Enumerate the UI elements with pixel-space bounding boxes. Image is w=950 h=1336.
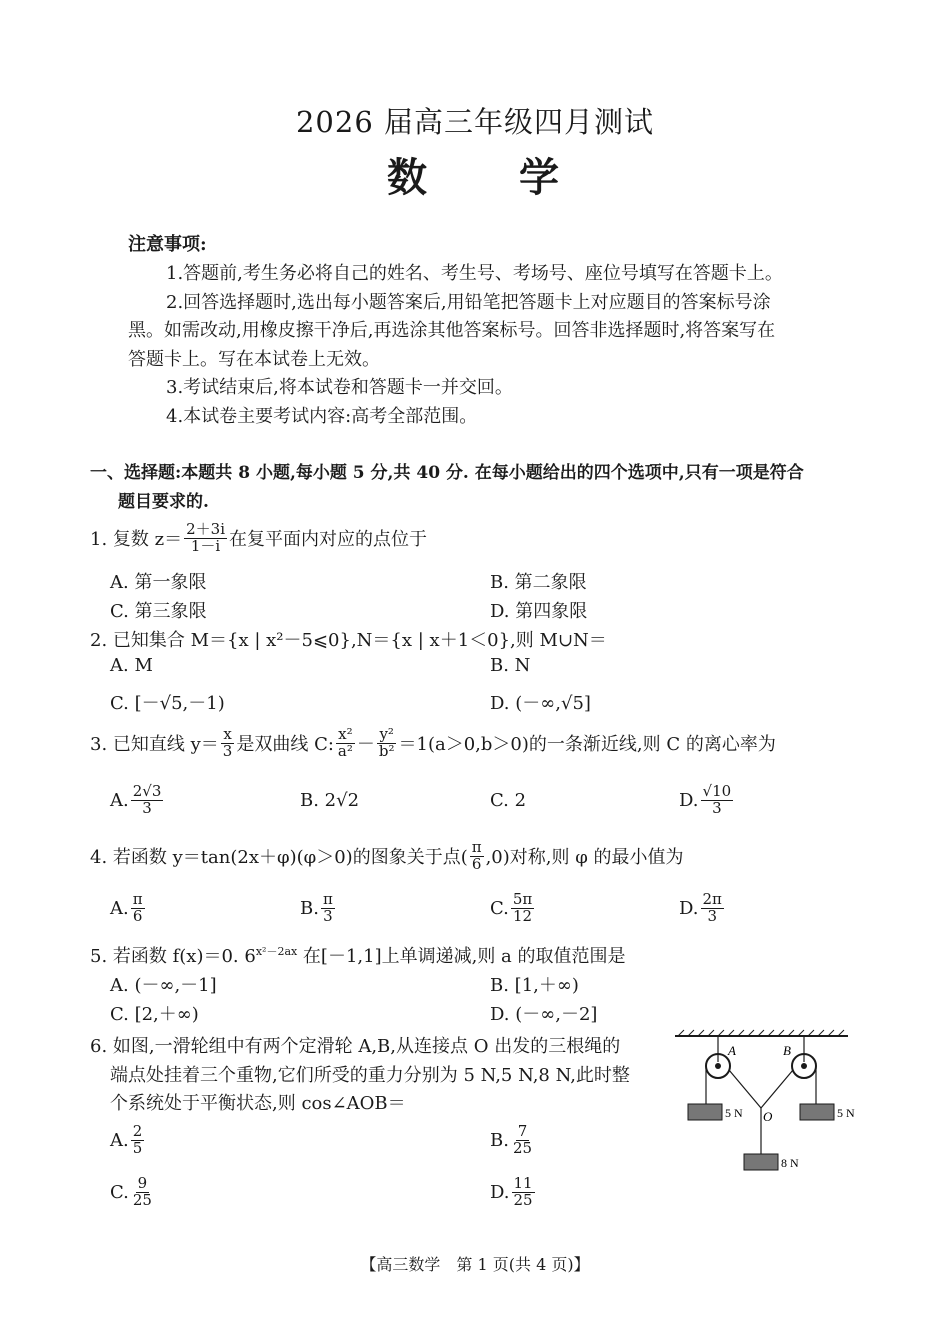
q6-d-num: 11 (513, 1173, 533, 1192)
label-b: B (783, 1043, 791, 1058)
q1-option-b: B. 第二象限 (490, 572, 587, 593)
q4-c-fraction (511, 889, 534, 925)
pulley-a-axle (715, 1063, 721, 1069)
q4-c-label: C. (490, 897, 509, 919)
q3-a-num: 2√3 (132, 781, 162, 800)
q4-d-fraction (701, 889, 724, 925)
q3-d-den: 3 (712, 798, 722, 817)
weight-right (800, 1104, 834, 1120)
notice-line-6: 4.本试卷主要考试内容:高考全部范围。 (166, 406, 478, 427)
pulley-b-axle (801, 1063, 807, 1069)
q2-option-c: C. [－√5,－1) (110, 693, 225, 714)
q6-b-label: B. (490, 1129, 509, 1151)
q2-option-b: B. N (490, 655, 531, 676)
weight-bottom (744, 1154, 778, 1170)
q6-b-num: 7 (517, 1121, 528, 1140)
label-a: A (728, 1043, 736, 1058)
q4-d-num: 2π (702, 889, 722, 908)
pulley-diagram (670, 1028, 870, 1178)
q4-b-fraction (321, 889, 335, 925)
notice-line-1: 1.答题前,考生务必将自己的姓名、考生号、考场号、座位号填写在答题卡上。 (166, 263, 783, 284)
q5-prefix: 5. 若函数 f(x)＝0. 6 (90, 946, 256, 967)
q4-b-label: B. (300, 897, 319, 919)
q4-a-den: 6 (132, 906, 143, 925)
q1-numerator: 2＋3i (186, 519, 225, 538)
q5-exponent: x²－2ax (255, 945, 298, 958)
q3-suffix: ＝1(a＞0,b＞0)的一条渐近线,则 C 的离心率为 (398, 734, 776, 755)
q5-option-c: C. [2,＋∞) (110, 1004, 199, 1025)
question-5-stem (90, 942, 626, 968)
q3-f3-den: b² (378, 741, 395, 760)
q4-a-num: π (132, 889, 143, 908)
q4-option-c (490, 886, 536, 930)
q4-a-fraction (131, 889, 145, 925)
q4-a-label: A. (110, 897, 129, 919)
q1-option-a: A. 第一象限 (110, 572, 207, 593)
q4-b-num: π (322, 889, 333, 908)
notice-line-4: 答题卡上。写在本试卷上无效。 (128, 349, 380, 370)
q3-minus: － (356, 734, 375, 755)
page-footer: 【高三数学 第 1 页(共 4 页)】 (360, 1255, 590, 1274)
q3-option-a (110, 778, 165, 822)
weight-left-label: 5 N (725, 1106, 743, 1120)
q1-prefix: 1. 复数 z＝ (90, 529, 183, 550)
q1-option-c: C. 第三象限 (110, 601, 207, 622)
q6-option-d (490, 1170, 537, 1214)
weight-right-label: 5 N (837, 1106, 855, 1120)
exam-title: 2026 届高三年级四月测试 (295, 105, 655, 139)
q4-d-den: 3 (707, 906, 717, 925)
q6-a-fraction (131, 1121, 145, 1157)
q4-c-num: 5π (512, 889, 533, 908)
q6-option-a (110, 1118, 146, 1162)
q3-mid: 是双曲线 C: (236, 734, 334, 755)
q5-suffix: 在[－1,1]上单调递减,则 a 的取值范围是 (297, 946, 626, 967)
section-heading-cont: 题目要求的. (118, 492, 209, 512)
q3-fraction-1 (221, 724, 235, 760)
q4-suffix: ,0)对称,则 φ 的最小值为 (485, 847, 684, 868)
q2-option-d: D. (－∞,√5] (490, 693, 591, 714)
q1-denominator: 1－i (190, 536, 221, 555)
q6-option-c (110, 1170, 156, 1214)
q5-option-a: A. (－∞,－1] (110, 975, 217, 996)
q3-f2-den: a² (337, 741, 353, 760)
q3-f1-den: 3 (222, 741, 233, 760)
q6-b-den: 25 (512, 1138, 533, 1157)
q3-f2-num: x² (338, 724, 353, 743)
rope-ob (761, 1070, 793, 1108)
q6-a-num: 2 (132, 1121, 143, 1140)
notice-heading: 注意事项: (128, 234, 207, 255)
q4-b-den: 3 (323, 906, 333, 925)
q3-a-label: A. (110, 789, 129, 811)
q6-a-label: A. (110, 1129, 129, 1151)
q6-d-den: 25 (513, 1190, 533, 1209)
subject-title: 数 学 (387, 154, 563, 201)
q6-b-fraction (511, 1121, 534, 1157)
q6-a-den: 5 (132, 1138, 143, 1157)
weight-bottom-label: 8 N (781, 1156, 799, 1170)
q3-f3-num: y² (379, 724, 394, 743)
q1-option-d: D. 第四象限 (490, 601, 588, 622)
q3-f1-num: x (223, 724, 232, 743)
q3-fraction-2 (336, 724, 355, 760)
rope-oa (729, 1070, 761, 1108)
q6-d-label: D. (490, 1181, 510, 1203)
q5-option-b: B. [1,＋∞) (490, 975, 579, 996)
q5-option-d: D. (－∞,－2] (490, 1004, 598, 1025)
section-heading: 一、选择题:本题共 8 小题,每小题 5 分,共 40 分. 在每小题给出的四个选项中,只有一项是符合 (90, 463, 804, 483)
q3-a-den: 3 (142, 798, 152, 817)
q6-c-label: C. (110, 1181, 129, 1203)
q4-den: 6 (471, 854, 482, 873)
label-o: O (763, 1109, 773, 1124)
question-4-stem (90, 834, 684, 878)
q4-c-den: 12 (513, 906, 533, 925)
q3-option-b: B. 2√2 (300, 790, 360, 811)
question-3-stem (90, 720, 776, 766)
q6-d-fraction (512, 1173, 535, 1209)
q6-c-den: 25 (132, 1190, 152, 1209)
question-6-line-1: 6. 如图,一滑轮组中有两个定滑轮 A,B,从连接点 O 出发的三根绳的 (90, 1036, 621, 1057)
question-6-line-3: 个系统处于平衡状态,则 cos∠AOB＝ (110, 1093, 406, 1114)
q2-option-a: A. M (110, 655, 153, 676)
q3-fraction-3 (377, 724, 397, 760)
q4-option-d (679, 886, 726, 930)
q3-prefix: 3. 已知直线 y＝ (90, 734, 219, 755)
notice-line-2: 2.回答选择题时,选出每小题答案后,用铅笔把答题卡上对应题目的答案标号涂 (166, 292, 771, 313)
question-2-stem: 2. 已知集合 M＝{x | x²－5⩽0},N＝{x | x＋1＜0},则 M∪N＝ (90, 630, 607, 651)
q4-fraction (470, 837, 484, 873)
q3-d-num: √10 (702, 781, 732, 800)
q1-fraction (184, 519, 227, 555)
weight-left (688, 1104, 722, 1120)
notice-line-5: 3.考试结束后,将本试卷和答题卡一并交回。 (166, 377, 513, 398)
question-1-stem (90, 516, 427, 560)
q6-c-fraction (131, 1173, 154, 1209)
q4-d-label: D. (679, 897, 699, 919)
q4-option-b (300, 886, 337, 930)
q1-suffix: 在复平面内对应的点位于 (229, 529, 427, 550)
q6-option-b (490, 1118, 536, 1162)
q3-option-c: C. 2 (490, 790, 527, 811)
q3-a-fraction (131, 781, 164, 817)
q4-option-a (110, 886, 147, 930)
q4-num: π (471, 837, 482, 856)
q3-d-label: D. (679, 789, 699, 811)
q3-option-d (679, 778, 735, 822)
q6-c-num: 9 (137, 1173, 148, 1192)
q4-prefix: 4. 若函数 y＝tan(2x＋φ)(φ＞0)的图象关于点( (90, 847, 468, 868)
q3-d-fraction (701, 781, 734, 817)
notice-line-3: 黑。如需改动,用橡皮擦干净后,再选涂其他答案标号。回答非选择题时,将答案写在 (128, 320, 776, 341)
question-6-line-2: 端点处挂着三个重物,它们所受的重力分别为 5 N,5 N,8 N,此时整 (110, 1065, 630, 1086)
